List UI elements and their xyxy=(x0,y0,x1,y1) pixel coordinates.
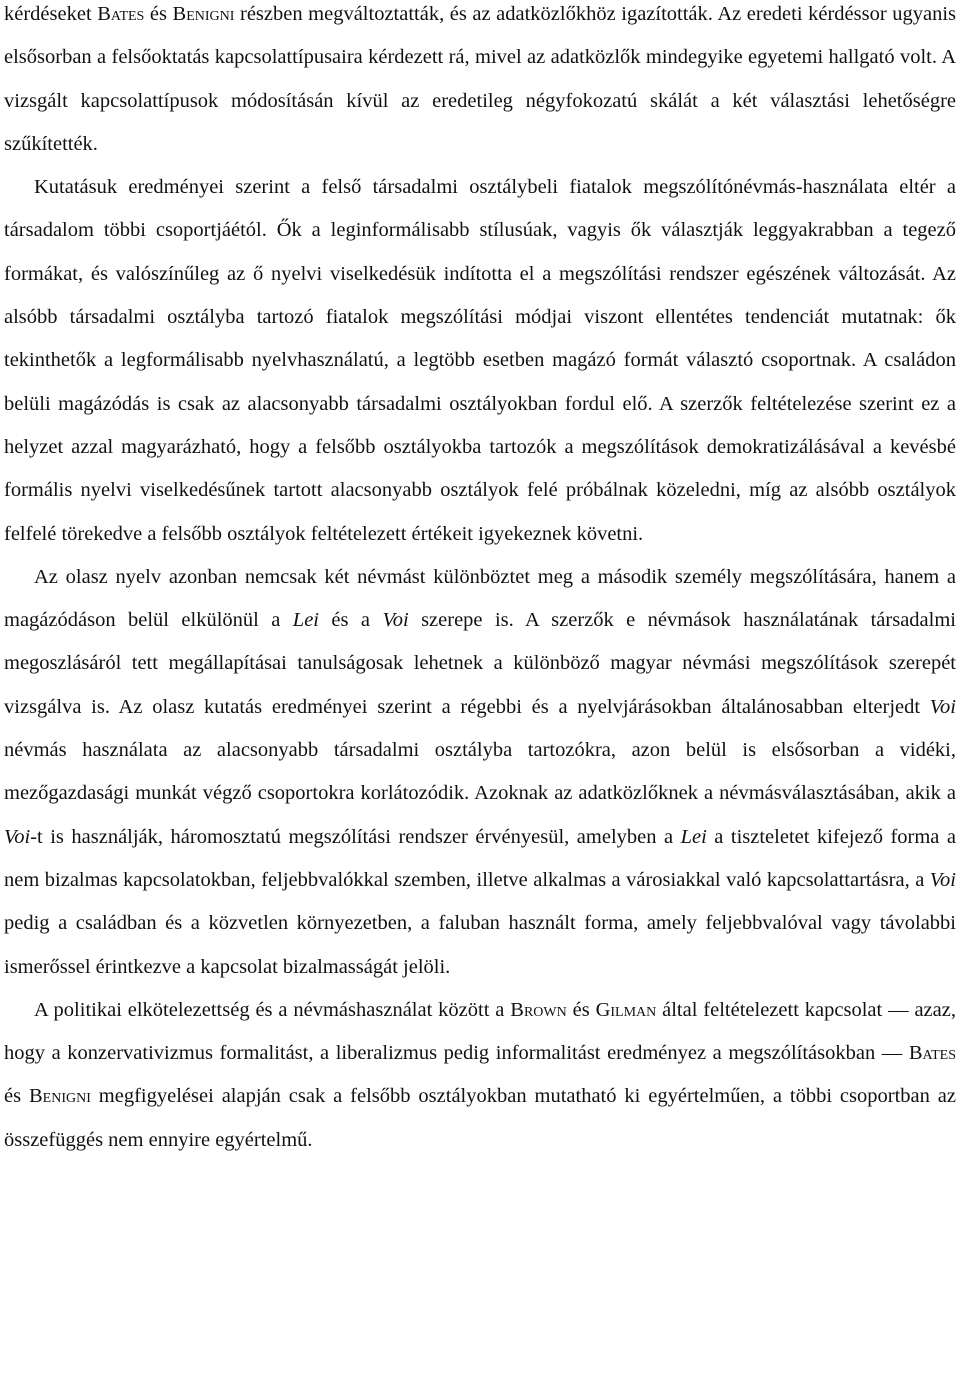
pronoun-italic: Lei xyxy=(292,609,319,632)
text-run: Az olasz nyelv azonban nemcsak két névmást különböztet meg a második személy megszólítására, hanem a magázódáson belül elkülönül a xyxy=(4,565,956,632)
pronoun-italic: Voi xyxy=(4,825,31,848)
text-run: A politikai elkötelezettség és a névmáshasználat között a xyxy=(34,998,511,1021)
author-name-smallcaps: Benigni xyxy=(172,3,235,25)
text-run: névmás használata az alacsonyabb társadalmi osztályba tartozókra, azon belül is elsősorban a vidéki, mezőgazdasági munkát végző csoportokra korlátozódik. Azoknak az adatközlőknek a névmásválasztásában, akik a xyxy=(4,739,956,805)
text-run: Kutatásuk eredményei szerint a felső társadalmi osztálybeli fiatalok megszólítónévmás-használata eltér a társadalom többi csoportjáétól. Ők a leginformálisabb stílusúak, vagyis ők választják leggyakrabban a tegező formákat, és valószínűleg az ő nyelvi viselkedésük indította el a megszólítási rendszer egészének változását. Az alsóbb társadalmi osztályba tartozó fiatalok megszólítási módjai viszont ellentétes tendenciát mutatnak: ők tekinthetők a legformálisabb nyelvhasználatú, a legtöbb esetben magázó formát választó csoportnak. A családon belüli magázódás is csak az alacsonyabb társadalmi osztályokban fordul elő. A szerzők feltételezése szerint ez a helyzet azzal magyarázható, hogy a felsőbb osztályokba tartozók a megszólítások demokratizálásával a kevésbé formális nyelvi viselkedésűnek tartott alacsonyabb osztályok felé próbálnak közeledni, míg az alsóbb osztályok felfelé törekedve a felsőbb osztályok feltételezett értékeit igyekeznek követni. xyxy=(4,176,956,545)
pronoun-italic: Lei xyxy=(680,825,707,848)
text-run: és xyxy=(144,3,173,25)
text-run: és xyxy=(566,998,596,1021)
text-run: pedig a családban és a közvetlen környezetben, a faluban használt forma, amely feljebbvalóval vagy távolabbi ismerőssel érintkezve a kapcsolat bizalmasságát jelöli. xyxy=(4,912,956,978)
text-run: a tiszteletet kifejező forma a nem bizalmas kapcsolatokban, feljebbvalókkal szemben, illetve alkalmas a városiakkal való kapcsolattartásra, a xyxy=(4,825,956,891)
text-run: és xyxy=(4,1085,29,1108)
paragraph-political xyxy=(4,989,956,1162)
author-name-smallcaps: Bates xyxy=(908,1042,956,1065)
pronoun-italic: Voi xyxy=(382,609,409,632)
text-run: és a xyxy=(319,609,383,632)
paragraph-italian-pronouns xyxy=(4,556,956,989)
paragraph-methodology xyxy=(4,0,956,166)
paragraph-results xyxy=(4,166,956,556)
pronoun-italic: Voi xyxy=(929,868,956,891)
pronoun-italic: Voi xyxy=(929,695,956,718)
author-name-smallcaps: Benigni xyxy=(29,1085,91,1108)
text-run: -t is használják, háromosztatú megszólítási rendszer érvényesül, amelyben a xyxy=(30,825,681,848)
author-name-smallcaps: Bates xyxy=(97,3,145,25)
document-page xyxy=(4,0,956,1162)
text-run: által feltételezett kapcsolat — azaz, hogy a konzervativizmus formalitást, a liberalizmus pedig informalitást eredményez a megszólításokban — xyxy=(4,998,956,1065)
text-run: részben megváltoztatták, és az adatközlőkhöz igazították. Az eredeti kérdéssor ugyanis elsősorban a felsőoktatás kapcsolattípusaira kérdezett rá, mivel az adatközlők mindegyike egyetemi hallgató volt. A vizsgált kapcsolattípusok módosításán kívül az eredetileg négyfokozatú skálát a két választási lehetőségre szűkítették. xyxy=(4,3,956,155)
text-run: szerepe is. A szerzők e névmások használatának társadalmi megoszlásáról tett megállapításai tanulságosak lehetnek a különböző magyar névmási megszólítások szerepét vizsgálva is. Az olasz kutatás eredményei szerint a régebbi és a nyelvjárásokban általánosabban elterjedt xyxy=(4,609,956,718)
author-name-smallcaps: Brown xyxy=(510,998,567,1021)
author-name-smallcaps: Gilman xyxy=(595,998,657,1021)
text-run: megfigyelései alapján csak a felsőbb osztályokban mutatható ki egyértelműen, a többi csoportban az összefüggés nem ennyire egyértelmű. xyxy=(4,1085,956,1151)
text-run: kérdéseket xyxy=(4,3,98,25)
